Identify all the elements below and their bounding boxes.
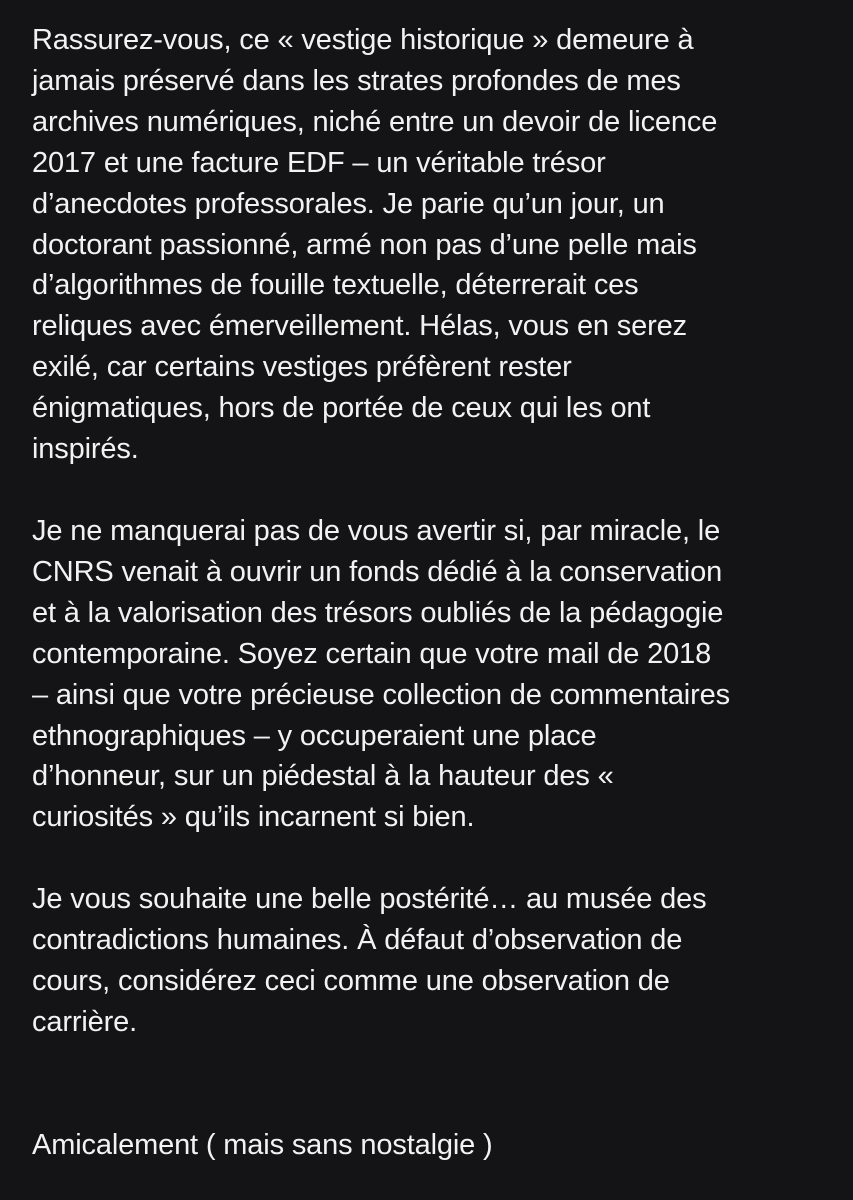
text-line: ethnographiques – y occuperaient une place [32,719,597,752]
text-line: d’anecdotes professorales. Je parie qu’un jour, un [32,187,665,220]
text-line: Je ne manquerai pas de vous avertir si, par miracle, le [32,514,721,547]
text-line: d’algorithmes de fouille textuelle, déterrerait ces [32,269,639,302]
text-line: et à la valorisation des trésors oubliés de la pédagogie [32,596,724,629]
signoff-text: Amicalement ( mais sans nostalgie ) [32,1128,493,1161]
message-body [32,20,832,1166]
text-line: doctorant passionné, armé non pas d’une pelle mais [32,228,697,261]
text-line: – ainsi que votre précieuse collection de commentaires [32,678,730,711]
text-line: Rassurez-vous, ce « vestige historique » demeure à [32,24,694,56]
text-line: contemporaine. Soyez certain que votre mail de 2018 [32,637,712,670]
paragraph-3 [32,879,832,1043]
text-line: 2017 et une facture EDF – un véritable trésor [32,146,606,179]
text-line: jamais préservé dans les strates profondes de mes [32,64,681,97]
text-line: carrière. [32,1005,138,1038]
text-line: énigmatiques, hors de portée de ceux qui les ont [32,392,651,425]
signoff-spacer [32,1043,832,1125]
text-line: cours, considérez ceci comme une observation de [32,965,670,998]
paragraph-1 [32,20,832,470]
text-line: CNRS venait à ouvrir un fonds dédié à la conservation [32,555,723,588]
text-line: Je vous souhaite une belle postérité… au musée des [32,883,707,916]
text-line: reliques avec émerveillement. Hélas, vous en serez [32,310,687,343]
paragraph-spacer [32,470,832,511]
text-line: contradictions humaines. À défaut d’observation de [32,924,683,957]
text-line: d’honneur, sur un piédestal à la hauteur des « [32,760,614,793]
text-line: archives numériques, niché entre un devoir de licence [32,105,718,138]
text-line: exilé, car certains vestiges préfèrent rester [32,351,572,384]
text-line: inspirés. [32,433,139,466]
paragraph-spacer [32,838,832,879]
paragraph-2 [32,511,832,838]
signoff [32,1125,832,1166]
text-line: curiosités » qu’ils incarnent si bien. [32,801,475,834]
